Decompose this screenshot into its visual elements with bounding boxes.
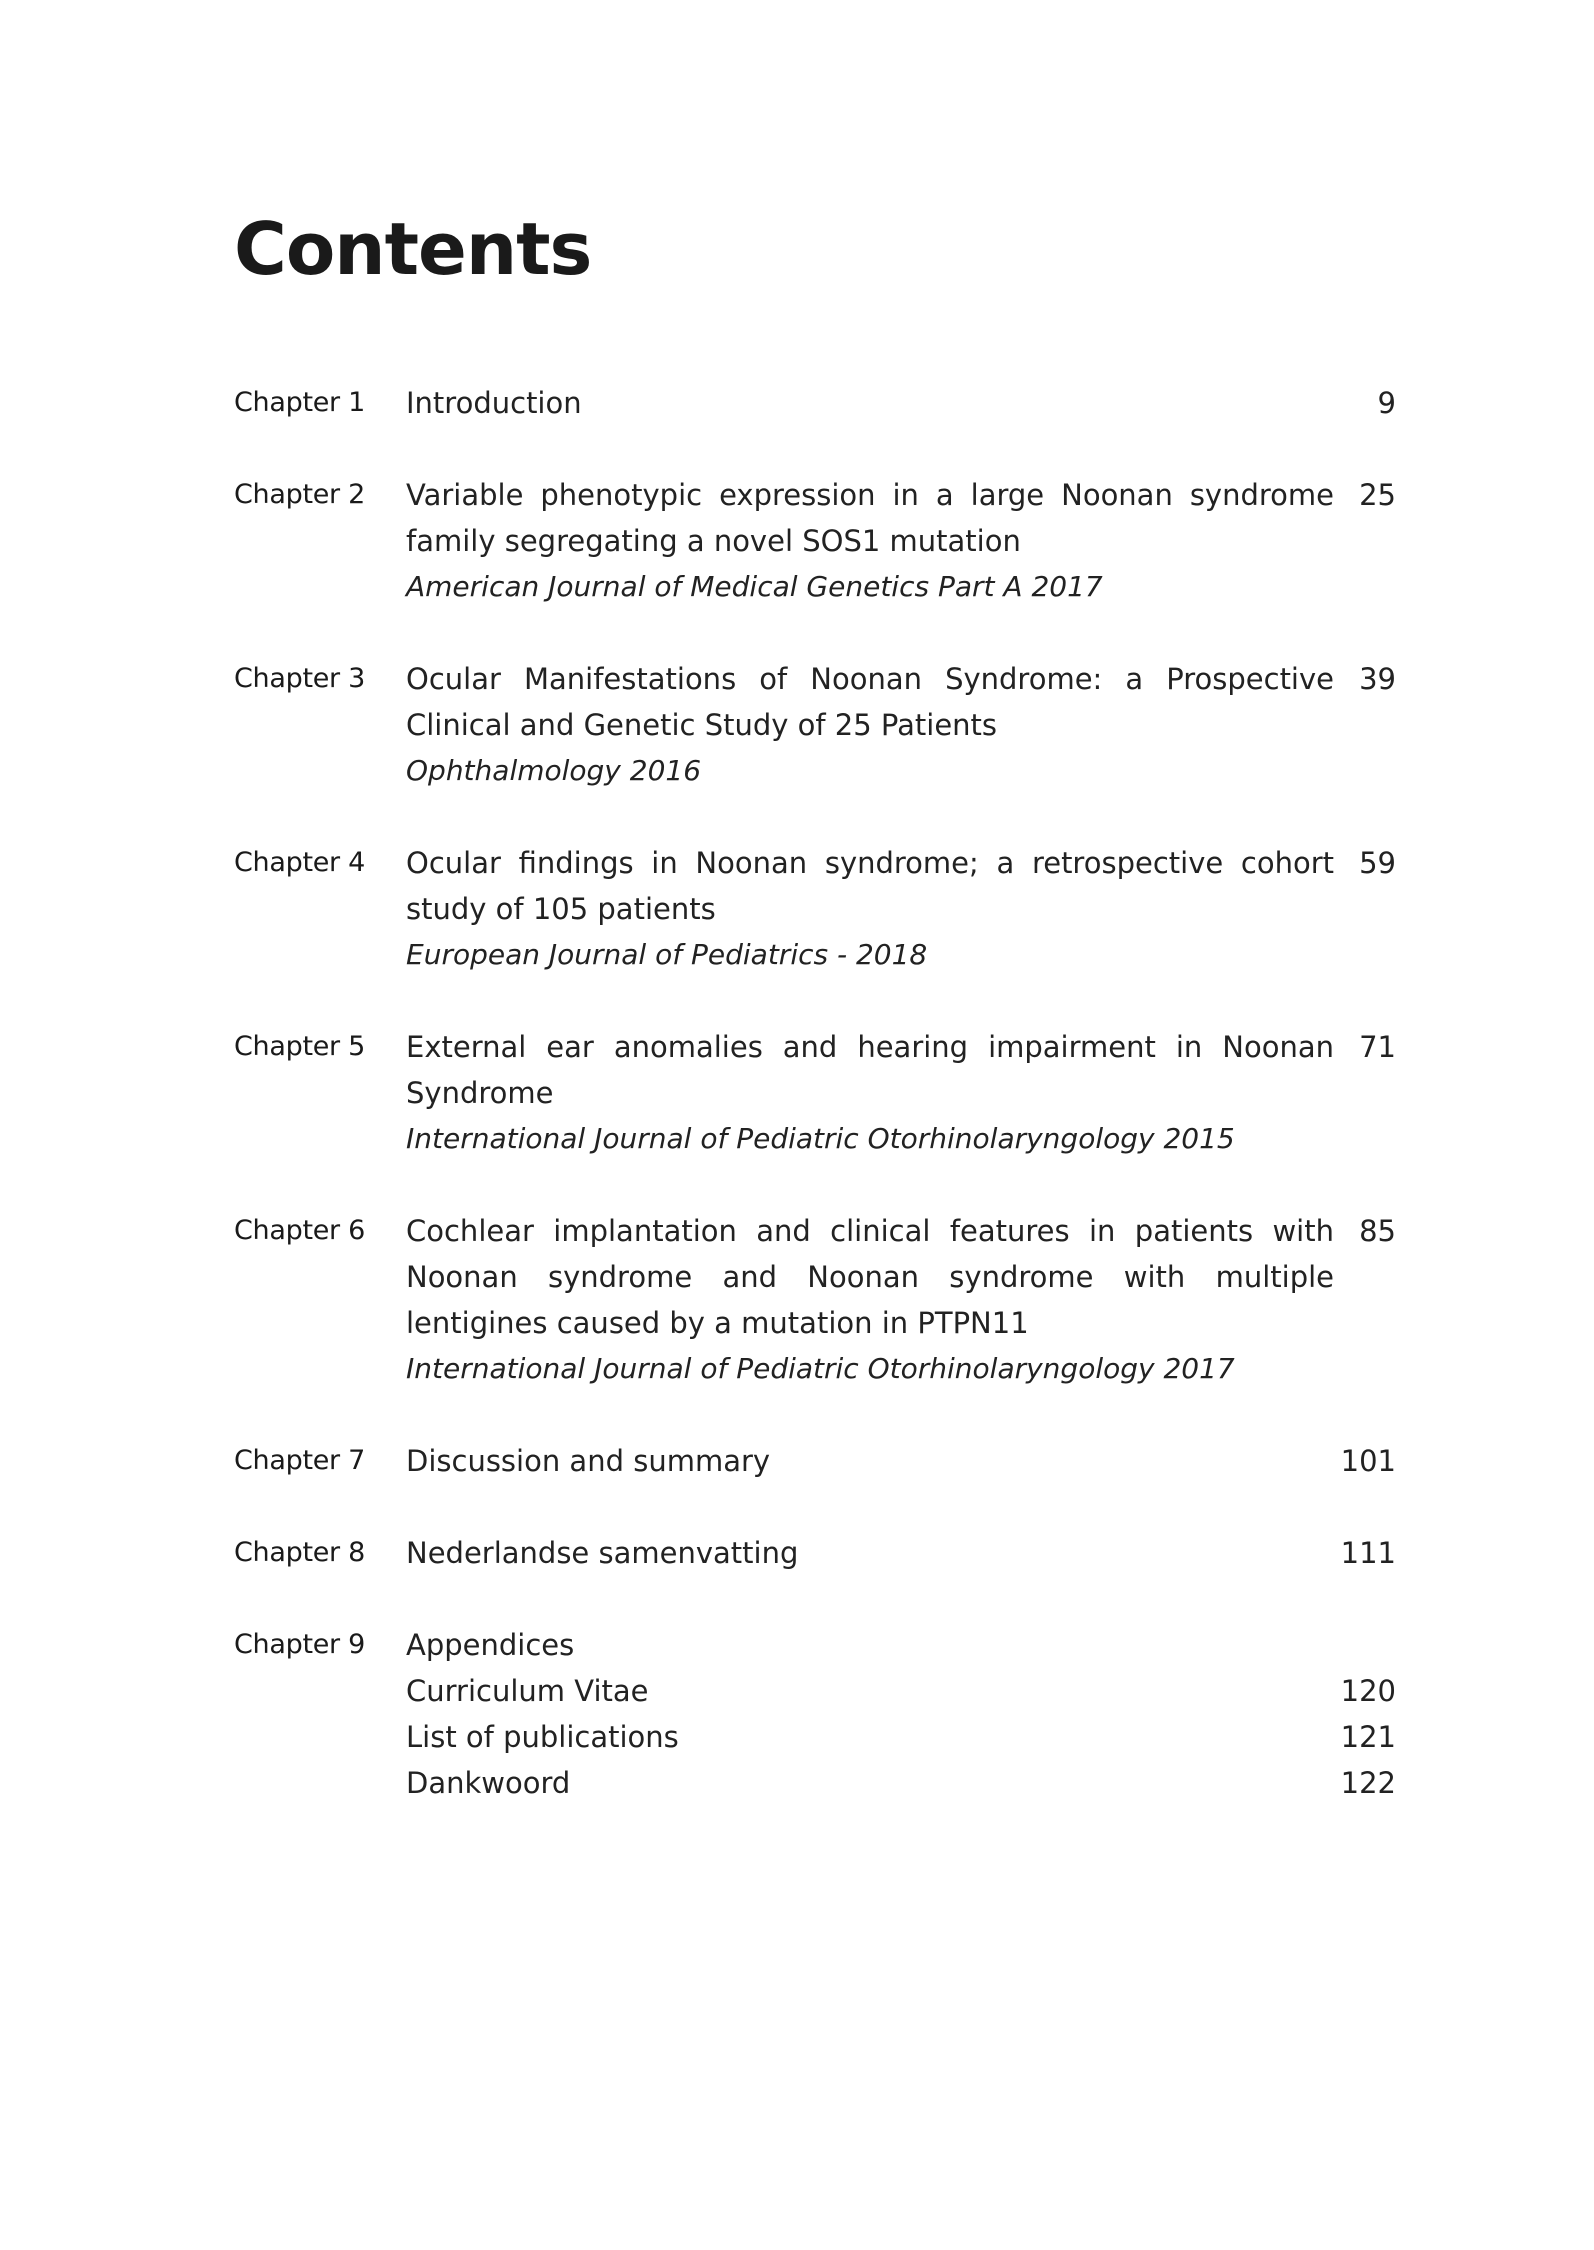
chapter-label: Chapter 8 — [234, 1537, 366, 1568]
page-number: 71 — [1359, 1030, 1396, 1064]
chapter-label: Chapter 1 — [234, 387, 366, 418]
chapter-title: Discussion and summary — [406, 1444, 771, 1478]
appendix-item-title: List of publications — [406, 1720, 679, 1754]
page-number: 120 — [1340, 1674, 1396, 1708]
chapter-title: Introduction — [406, 386, 582, 420]
toc-entry-chapter-6[interactable] — [234, 1208, 1396, 1392]
appendix-item[interactable] — [234, 1760, 1396, 1806]
toc-entry-chapter-8[interactable] — [234, 1530, 1396, 1576]
chapter-title: Appendices — [406, 1628, 575, 1662]
toc-entry-chapter-2[interactable] — [234, 472, 1396, 610]
chapter-label: Chapter 7 — [234, 1445, 366, 1476]
journal-citation: International Journal of Pediatric Otorhinolaryngology 2017 — [406, 1352, 1235, 1385]
appendices-heading-row[interactable] — [234, 1622, 1396, 1668]
chapter-title: Cochlear implantation and clinical features in patients with Noonan syndrome and Noonan syndrome with multiple lentigines caused by a mutation in PTPN11 — [406, 1214, 1334, 1340]
page-number: 101 — [1340, 1444, 1396, 1478]
toc-entry-chapter-5[interactable] — [234, 1024, 1396, 1162]
chapter-title: External ear anomalies and hearing impairment in Noonan Syndrome — [406, 1030, 1334, 1110]
journal-citation: American Journal of Medical Genetics Part A 2017 — [406, 570, 1103, 603]
chapter-title: Ocular findings in Noonan syndrome; a retrospective cohort study of 105 patients — [406, 846, 1334, 926]
chapter-title: Ocular Manifestations of Noonan Syndrome: a Prospective Clinical and Genetic Study of 25 Patients — [406, 662, 1334, 742]
appendix-item[interactable] — [234, 1668, 1396, 1714]
page-number: 59 — [1359, 846, 1396, 880]
toc-entry-chapter-1[interactable] — [234, 380, 1396, 426]
chapter-label: Chapter 6 — [234, 1215, 366, 1246]
appendix-item-title: Curriculum Vitae — [406, 1674, 649, 1708]
chapter-label: Chapter 4 — [234, 847, 366, 878]
journal-citation: European Journal of Pediatrics - 2018 — [406, 938, 928, 971]
chapter-title: Nederlandse samenvatting — [406, 1536, 799, 1570]
page-number: 121 — [1340, 1720, 1396, 1754]
chapter-label: Chapter 2 — [234, 479, 366, 510]
journal-citation: International Journal of Pediatric Otorhinolaryngology 2015 — [406, 1122, 1235, 1155]
toc-entry-chapter-4[interactable] — [234, 840, 1396, 978]
appendix-item-title: Dankwoord — [406, 1766, 571, 1800]
toc-entry-chapter-9 — [234, 1622, 1396, 1806]
toc-entry-chapter-3[interactable] — [234, 656, 1396, 794]
page-number: 85 — [1359, 1214, 1396, 1248]
chapter-title: Variable phenotypic expression in a large Noonan syndrome family segregating a novel SOS1 mutation — [406, 478, 1334, 558]
page-number: 111 — [1340, 1536, 1396, 1570]
table-of-contents — [234, 380, 1396, 1852]
appendix-item[interactable] — [234, 1714, 1396, 1760]
chapter-label: Chapter 3 — [234, 663, 366, 694]
page-number: 39 — [1359, 662, 1396, 696]
page-number: 25 — [1359, 478, 1396, 512]
journal-citation: Ophthalmology 2016 — [406, 754, 702, 787]
page-number: 9 — [1377, 386, 1396, 420]
chapter-label: Chapter 5 — [234, 1031, 366, 1062]
page-title: Contents — [234, 207, 592, 291]
toc-entry-chapter-7[interactable] — [234, 1438, 1396, 1484]
page-number: 122 — [1340, 1766, 1396, 1800]
chapter-label: Chapter 9 — [234, 1629, 366, 1660]
